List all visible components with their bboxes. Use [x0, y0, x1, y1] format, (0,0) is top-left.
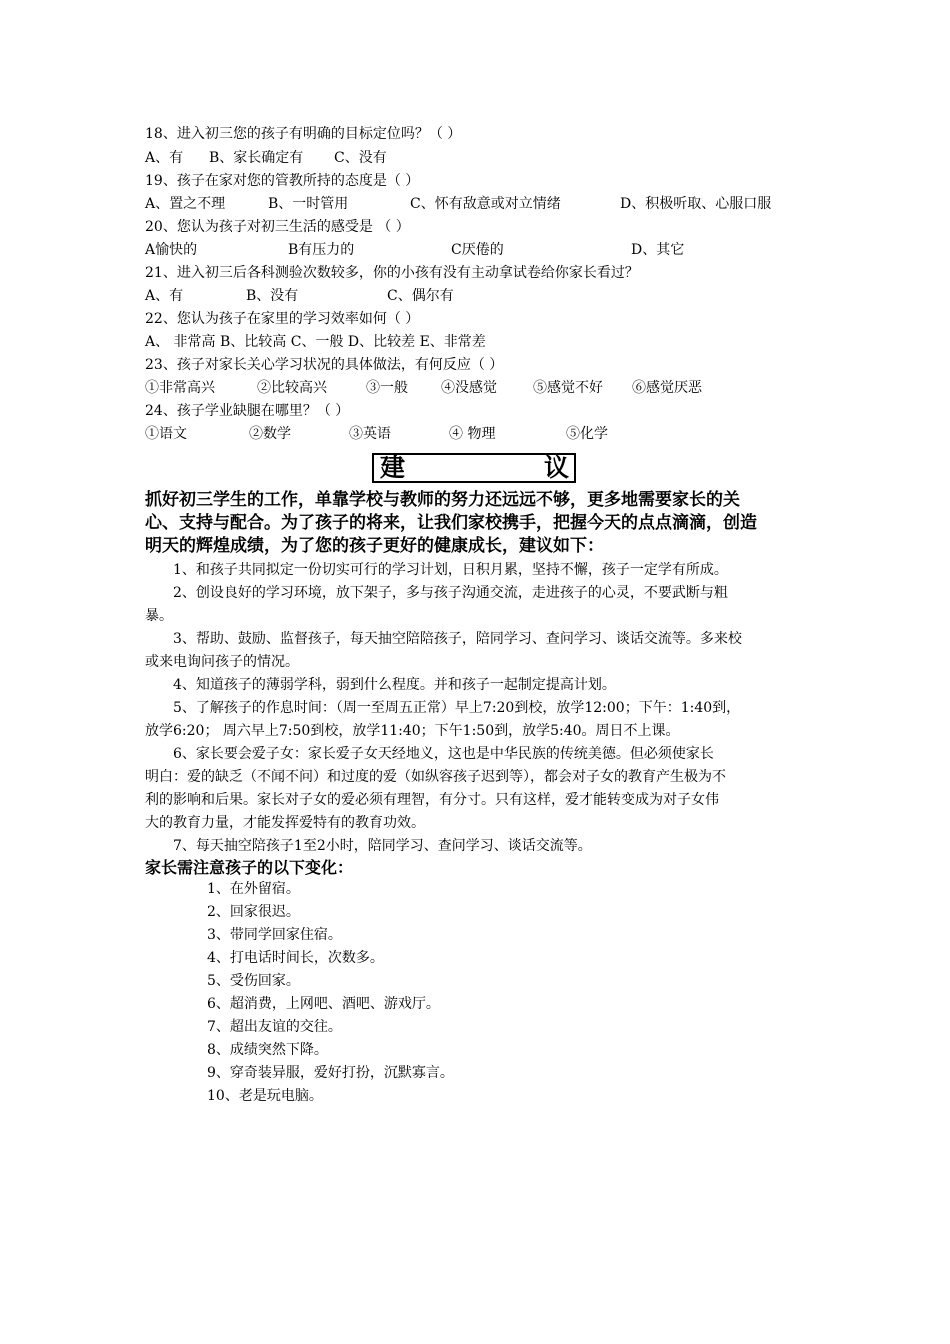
option: B、一时管用 [268, 196, 349, 212]
question-24: 24、孩子学业缺腿在哪里？（ ） [145, 403, 350, 419]
intro-line: 心、支持与配合。为了孩子的将来，让我们家校携手，把握今天的点点滴滴，创造 [145, 513, 757, 533]
suggestion-line: 2、创设良好的学习环境，放下架子，多与孩子沟通交流，走进孩子的心灵，不要武断与粗 [145, 585, 728, 601]
suggestion-line: 放学6:20； 周六早上7:50到校，放学11:40；下午1:50到，放学5:40。周日不上课。 [145, 723, 680, 739]
option: B、没有 [246, 288, 299, 304]
option: D、积极听取、心服口服 [620, 196, 772, 212]
option: C、怀有敌意或对立情绪 [410, 196, 561, 212]
option: ①非常高兴 [145, 380, 215, 396]
option: ③一般 [366, 380, 408, 396]
list-item: 8、成绩突然下降。 [207, 1042, 328, 1058]
option: B、家长确定有 [209, 150, 304, 166]
list-item: 7、超出友谊的交往。 [207, 1019, 342, 1035]
suggestion-line: 大的教育力量，才能发挥爱特有的教育功效。 [145, 815, 425, 831]
option: ④没感觉 [441, 380, 497, 396]
option: B有压力的 [288, 242, 355, 258]
question-18: 18、进入初三您的孩子有明确的目标定位吗？（ ） [145, 126, 462, 142]
suggestion-line: 明白：爱的缺乏（不闻不问）和过度的爱（如纵容孩子迟到等），都会对子女的教育产生极为不 [145, 769, 726, 785]
suggestion-line: 7、每天抽空陪孩子1至2小时，陪同学习、查问学习、谈话交流等。 [145, 838, 592, 854]
list-item: 4、打电话时间长，次数多。 [207, 950, 384, 966]
list-item: 6、超消费，上网吧、酒吧、游戏厅。 [207, 996, 440, 1012]
suggestion-line: 暴。 [145, 608, 173, 624]
suggestion-line: 6、家长要会爱子女：家长爱子女天经地义，这也是中华民族的传统美德。但必须使家长 [145, 746, 714, 762]
intro-line: 抓好初三学生的工作，单靠学校与教师的努力还远远不够，更多地需要家长的关 [145, 490, 740, 510]
option: ⑤感觉不好 [533, 380, 603, 396]
section-title-char: 议 [544, 453, 570, 482]
suggestion-7 [145, 835, 817, 858]
option: C厌倦的 [451, 242, 504, 258]
list-item: 5、受伤回家。 [207, 973, 300, 989]
option: C、偶尔有 [387, 288, 454, 304]
question-21: 21、进入初三后各科测验次数较多，你的小孩有没有主动拿试卷给你家长看过？ [145, 265, 639, 281]
question-22: 22、您认为孩子在家里的学习效率如何（ ） [145, 311, 420, 327]
list-item: 10、老是玩电脑。 [207, 1088, 323, 1104]
suggestion-line: 利的影响和后果。家长对子女的爱必须有理智，有分寸。只有这样，爱才能转变成为对子女伟 [145, 792, 719, 808]
option: ④ 物理 [449, 426, 496, 442]
suggestion-2 [145, 582, 817, 628]
question-19: 19、孩子在家对您的管教所持的态度是（ ） [145, 173, 420, 189]
option: ②数学 [249, 426, 291, 442]
question-23: 23、孩子对家长关心学习状况的具体做法，有何反应（ ） [145, 357, 504, 373]
intro-line: 明天的辉煌成绩，为了您的孩子更好的健康成长，建议如下： [145, 536, 604, 556]
list-item: 9、穿奇装异服，爱好打扮，沉默寡言。 [207, 1065, 454, 1081]
option: ⑥感觉厌恶 [632, 380, 702, 396]
option: A、置之不理 [145, 196, 226, 212]
suggestion-3 [145, 628, 817, 674]
suggestion-6 [145, 743, 817, 835]
option: ②比较高兴 [257, 380, 327, 396]
suggestion-line: 4、知道孩子的薄弱学科，弱到什么程度。并和孩子一起制定提高计划。 [145, 677, 616, 693]
option: A愉快的 [145, 242, 198, 258]
changes-heading: 家长需注意孩子的以下变化： [145, 858, 354, 877]
suggestion-line: 1、和孩子共同拟定一份切实可行的学习计划，日积月累，坚持不懈，孩子一定学有所成。 [145, 562, 728, 578]
list-item: 1、在外留宿。 [207, 881, 300, 897]
suggestion-1 [145, 559, 817, 582]
option: C、没有 [334, 150, 387, 166]
suggestion-4 [145, 674, 817, 697]
suggestion-5 [145, 697, 817, 743]
option: A、 非常高 B、比较高 C、一般 D、比较差 E、非常差 [145, 334, 486, 350]
option: ①语文 [145, 426, 187, 442]
option: ③英语 [349, 426, 391, 442]
section-title-char: 建 [380, 453, 406, 482]
intro-paragraph [145, 489, 815, 558]
suggestion-line: 5、了解孩子的作息时间：（周一至周五正常）早上7:20到校，放学12:00；下午：1:40到， [145, 700, 741, 716]
option: D、其它 [631, 242, 685, 258]
option: A、有 [145, 288, 184, 304]
option: A、有 [145, 150, 184, 166]
option: ⑤化学 [566, 426, 608, 442]
suggestion-line: 或来电询问孩子的情况。 [145, 654, 299, 670]
question-20: 20、您认为孩子对初三生活的感受是 （ ） [145, 219, 410, 235]
section-title [372, 453, 576, 483]
list-item: 2、回家很迟。 [207, 904, 300, 920]
list-item: 3、带同学回家住宿。 [207, 927, 342, 943]
suggestion-line: 3、帮助、鼓励、监督孩子，每天抽空陪陪孩子，陪同学习、查问学习、谈话交流等。多来校 [145, 631, 742, 647]
